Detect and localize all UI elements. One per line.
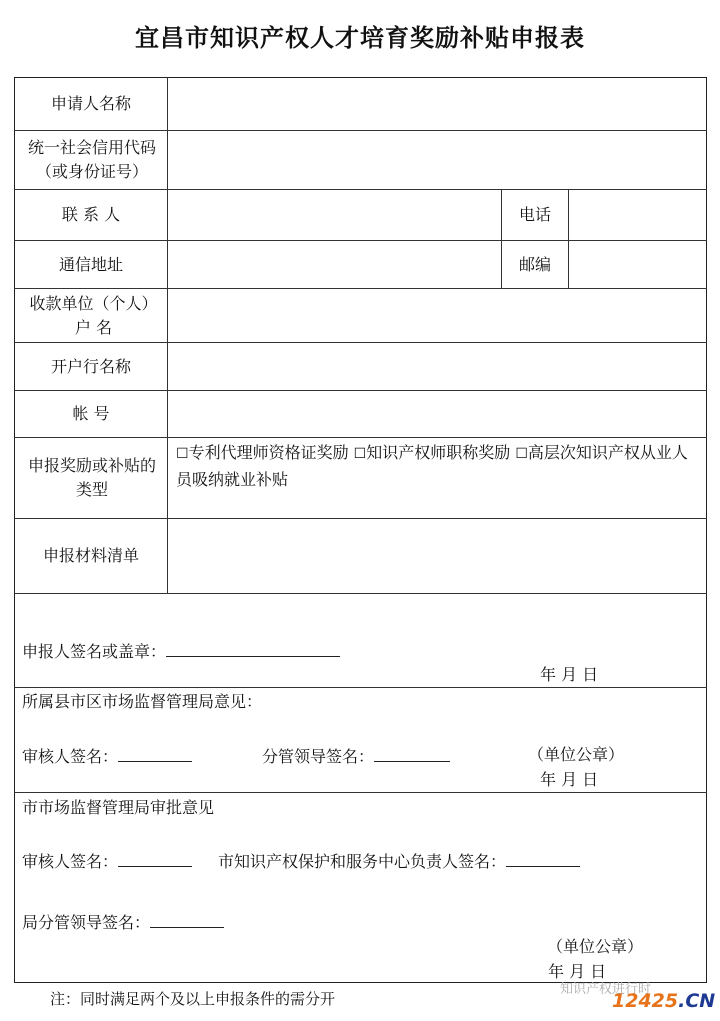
center-head-blank[interactable] <box>506 848 580 867</box>
city-opinion-header: 市市场监督管理局审批意见 <box>22 798 215 817</box>
option-employment-subsidy: 高层次知识产权从业人员吸纳就业补贴 <box>176 443 688 489</box>
label-applicant-name: 申请人名称 <box>50 94 131 113</box>
row-divider <box>14 792 707 793</box>
county-reviewer-label: 审核人签名： <box>22 747 119 766</box>
city-reviewer-blank[interactable] <box>118 848 192 867</box>
county-reviewer-line <box>22 743 192 769</box>
logo-domain: .CN <box>678 990 716 1012</box>
award-type-options <box>176 440 701 493</box>
county-leader-blank[interactable] <box>374 743 450 762</box>
label-payee: 收款单位（个人）户 名 <box>29 293 158 337</box>
county-opinion-header: 所属县市区市场监督管理局意见： <box>22 692 263 711</box>
label-award-type: 申报奖励或补贴的类型 <box>27 456 156 499</box>
city-seal: （单位公章） <box>547 937 644 956</box>
city-date: 年 月 日 <box>548 962 607 981</box>
label-credit-code: 统一社会信用代码（或身份证号） <box>27 138 156 181</box>
option-patent-agent: 专利代理师资格证奖励 <box>188 443 349 462</box>
column-divider <box>568 189 569 288</box>
site-logo[interactable] <box>612 990 715 1012</box>
row-divider <box>14 687 707 688</box>
applicant-date: 年 月 日 <box>540 665 599 684</box>
label-address: 通信地址 <box>58 254 123 274</box>
bureau-leader-line <box>22 909 224 935</box>
row-divider <box>14 593 707 594</box>
label-account: 帐 号 <box>72 404 110 423</box>
label-materials: 申报材料清单 <box>42 546 139 565</box>
county-leader-label: 分管领导签名： <box>262 747 375 766</box>
watermark-text: 知识产权进行时 <box>560 982 652 997</box>
city-reviewer-label: 审核人签名： <box>22 852 119 871</box>
county-date: 年 月 日 <box>540 770 599 789</box>
logo-number: 12425 <box>612 990 679 1012</box>
county-leader-line <box>262 743 450 769</box>
bureau-leader-blank[interactable] <box>150 909 224 928</box>
center-head-label: 市知识产权保护和服务中心负责人签名： <box>218 852 507 871</box>
option-ip-title: 知识产权师职称奖励 <box>366 443 511 462</box>
bureau-leader-label: 局分管领导签名： <box>22 913 151 932</box>
applicant-signature-line <box>22 638 340 664</box>
checkbox-icon[interactable]: ☐ <box>515 446 528 462</box>
county-reviewer-blank[interactable] <box>118 743 192 762</box>
label-phone: 电话 <box>518 205 551 224</box>
applicant-signature-blank[interactable] <box>166 638 340 657</box>
center-head-line <box>218 848 580 874</box>
label-contact: 联 系 人 <box>61 205 121 224</box>
form-title: 宜昌市知识产权人才培育奖励补贴申报表 <box>135 23 585 52</box>
label-bank-name: 开户行名称 <box>50 356 131 376</box>
footnote: 注：同时满足两个及以上申报条件的需分开 <box>50 990 336 1008</box>
city-reviewer-line <box>22 848 192 874</box>
column-divider <box>167 77 168 593</box>
label-postcode: 邮编 <box>518 254 551 274</box>
checkbox-icon[interactable]: ☐ <box>176 446 189 462</box>
applicant-signature-label: 申报人签名或盖章： <box>22 642 167 661</box>
county-seal: （单位公章） <box>528 745 625 764</box>
checkbox-icon[interactable]: ☐ <box>353 446 367 462</box>
